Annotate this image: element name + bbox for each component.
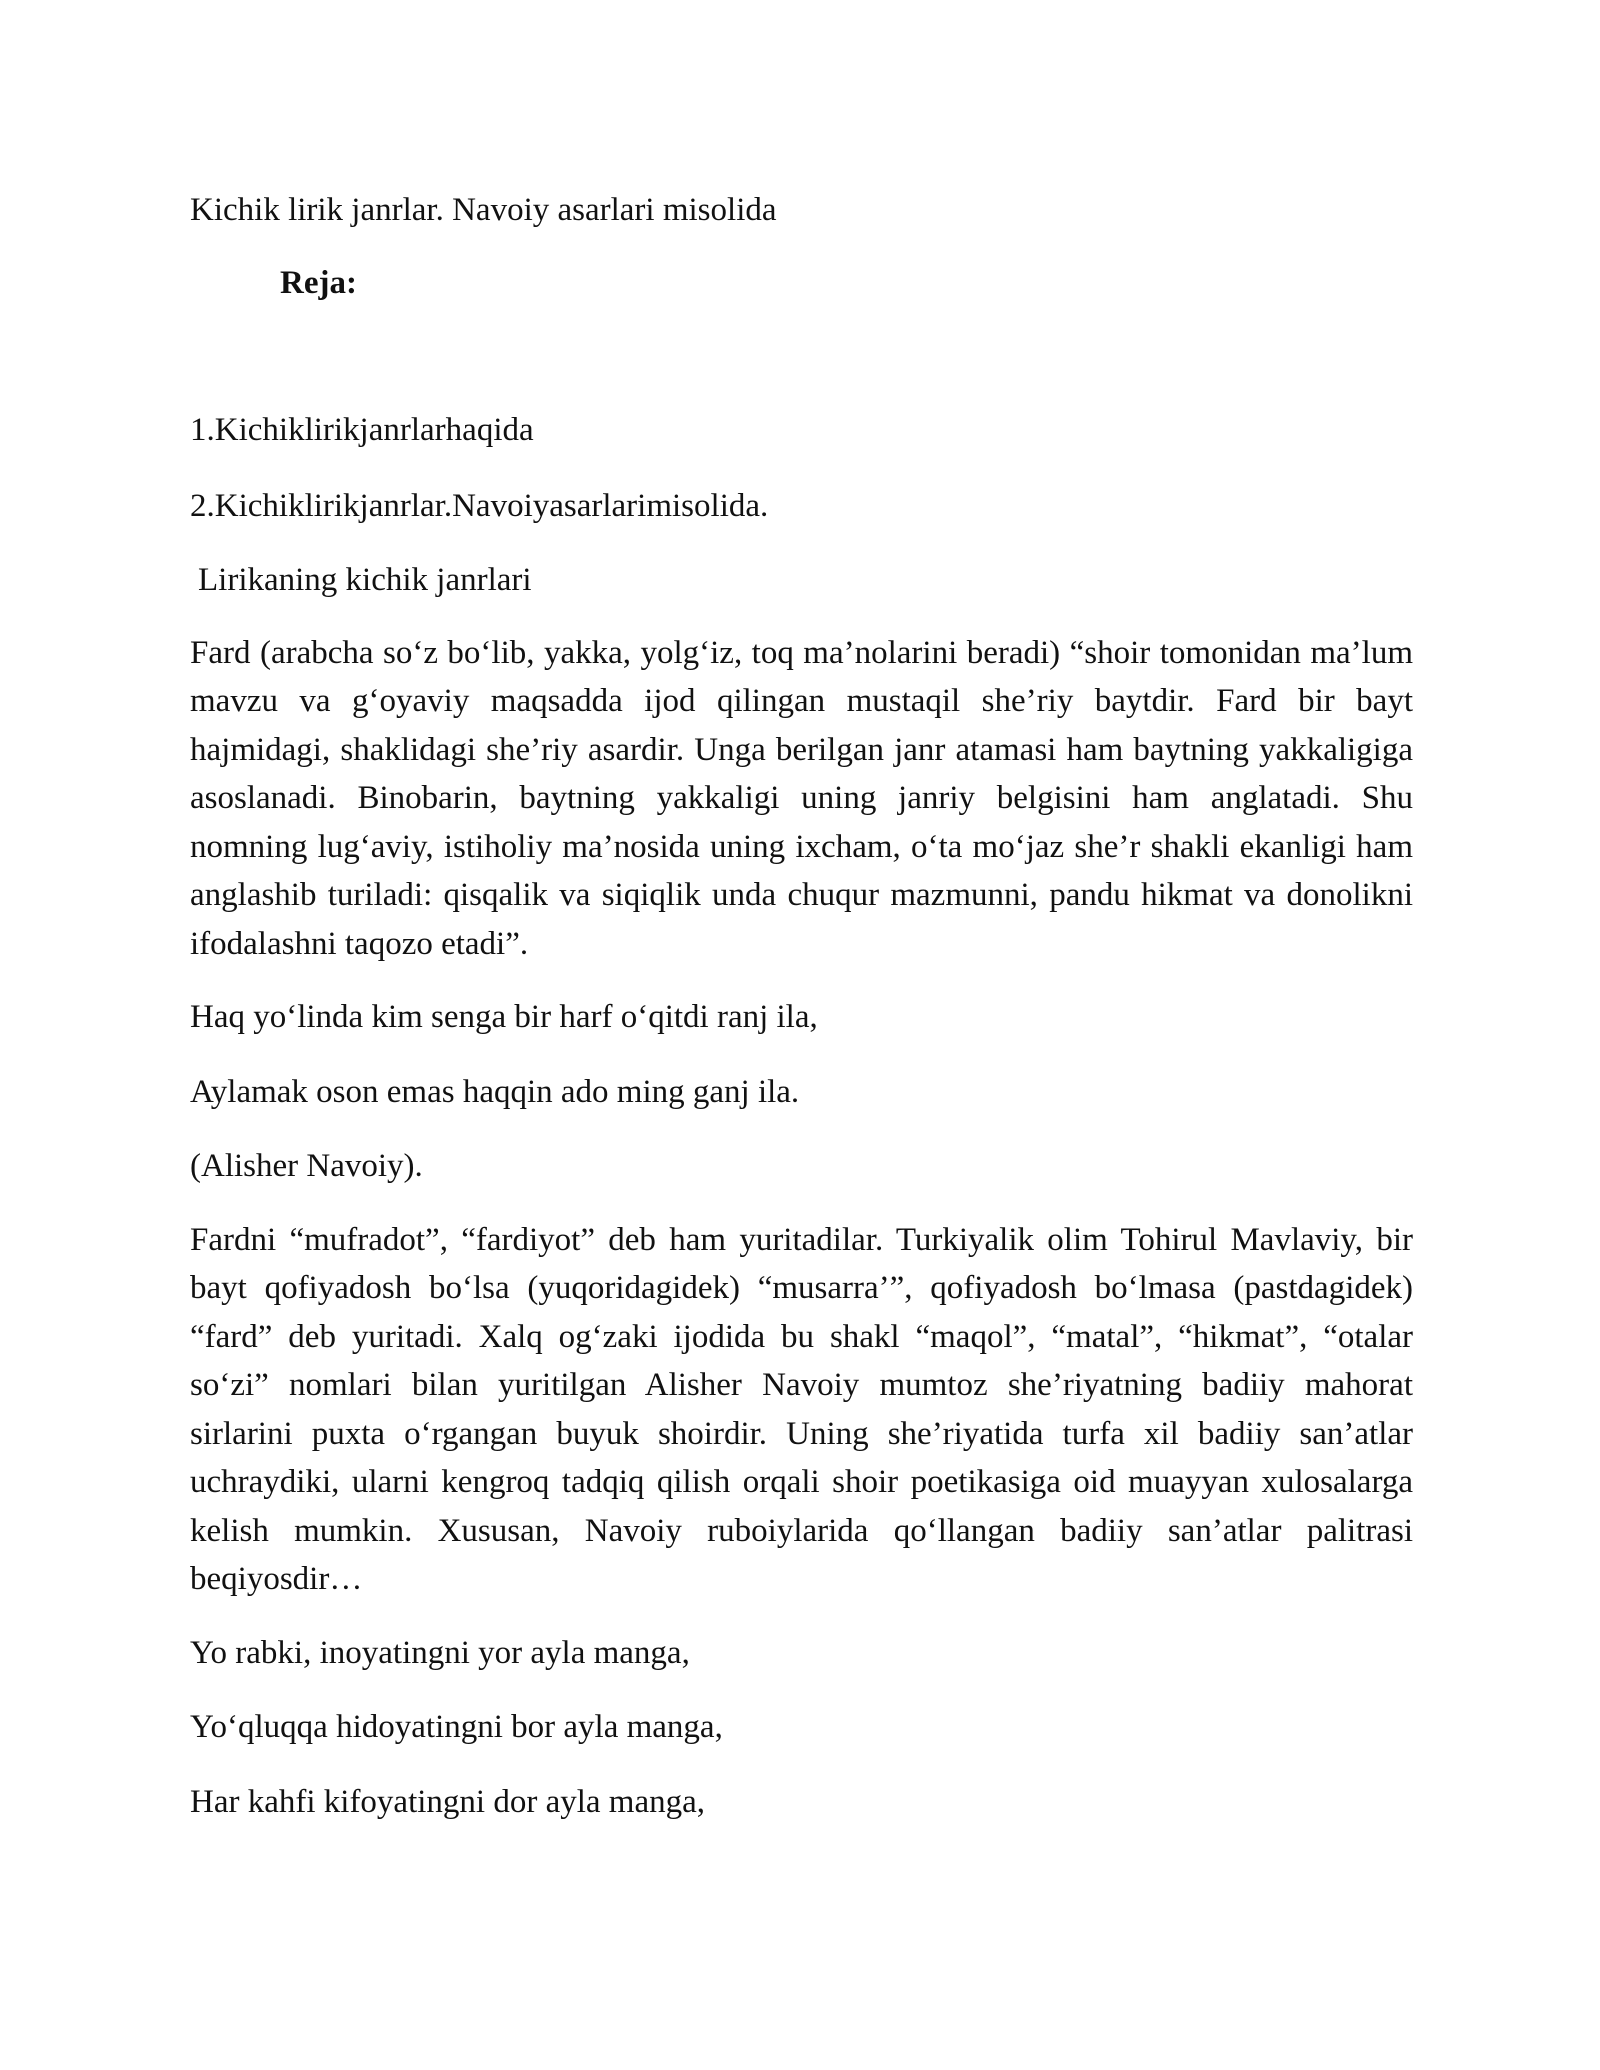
paragraph-fard-definition: Fard (arabcha so‘z bo‘lib, yakka, yolg‘iz, toq ma’nolarini beradi) “shoir tomonidan ma’lum mavzu va g‘oyaviy maqsadda ijod qilingan mustaqil she’riy baytdir. Fard bir bayt hajmidagi, shaklidagi she’riy asardir. Unga berilgan janr atamasi ham baytning yakkaligiga asoslanadi. Binobarin, baytning yakkaligi uning janriy belgisini ham anglatadi. Shu nomning lug‘aviy, istiholiy ma’nosida uning ixcham, o‘ta mo‘jaz she’r shakli ekanligi ham anglashib turiladi: qisqalik va siqiqlik unda chuqur mazmunni, pandu hikmat va donolikni ifodalashni taqozo etadi”. — [190, 634, 1413, 962]
plan-item: 1.Kichiklirikjanrlarhaqida — [190, 412, 534, 448]
verse-line: Haq yo‘linda kim senga bir harf o‘qitdi ranj ila, — [190, 999, 818, 1035]
verse-attribution: (Alisher Navoiy). — [190, 1148, 423, 1184]
document-title: Kichik lirik janrlar. Navoiy asarlari misolida — [190, 192, 777, 228]
verse-line: Yo‘qluqqa hidoyatingni bor ayla manga, — [190, 1709, 723, 1745]
plan-item: 2.Kichiklirikjanrlar.Navoiyasarlarimisolida. — [190, 487, 769, 524]
verse-line: Yo rabki, inoyatingni yor ayla manga, — [190, 1634, 690, 1671]
verse-line: Har kahfi kifoyatingni dor ayla manga, — [190, 1783, 705, 1820]
section-heading: Lirikaning kichik janrlari — [198, 562, 532, 598]
plan-heading: Reja: — [280, 264, 357, 301]
document-page — [190, 186, 1413, 1826]
paragraph-fard-names: Fardni “mufradot”, “fardiyot” deb ham yuritadilar. Turkiyalik olim Tohirul Mavlaviy, bir bayt qofiyadosh bo‘lsa (yuqoridagidek) “musarra’”, qofiyadosh bo‘lmasa (pastdagidek) “fard” deb yuritadi. Xalq og‘zaki ijodida bu shakl “maqol”, “matal”, “hikmat”, “otalar so‘zi” nomlari bilan yuritilgan Alisher Navoiy mumtoz she’riyatning badiiy mahorat sirlarini puxta o‘rgangan buyuk shoirdir. Uning she’riyatida turfa xil badiiy san’atlar uchraydiki, ularni kengroq tadqiq qilish orqali shoir poetikasiga oid muayyan xulosalarga kelish mumkin. Xususan, Navoiy ruboiylarida qo‘llangan badiiy san’atlar palitrasi beqiyosdir… — [190, 1221, 1413, 1597]
verse-line: Aylamak oson emas haqqin ado ming ganj ila. — [190, 1073, 800, 1110]
